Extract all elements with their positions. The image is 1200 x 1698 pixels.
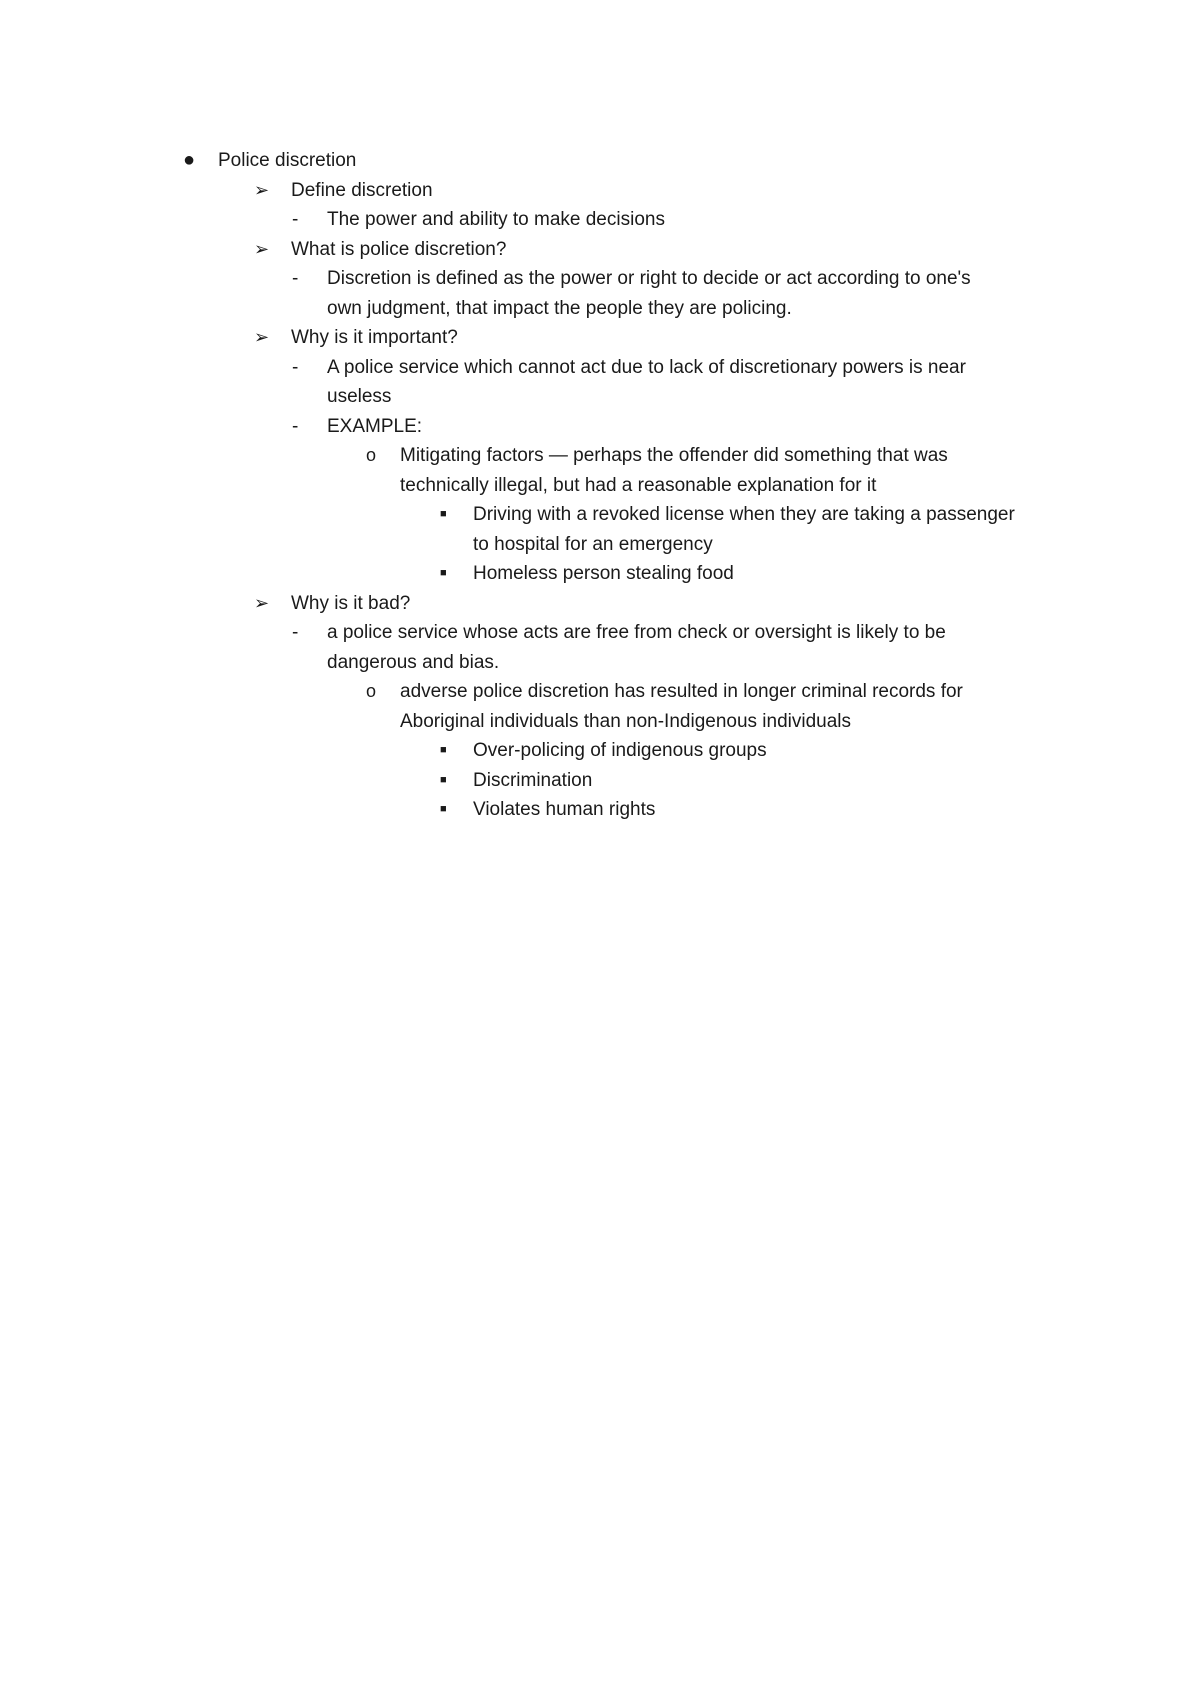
hollow-circle-bullet-icon: o <box>366 445 377 465</box>
dash-bullet-icon: - <box>292 268 299 289</box>
square-bullet-icon: ■ <box>440 744 447 756</box>
section-title-important: Why is it important? <box>291 327 458 348</box>
section-line: a police service whose acts are free from check or oversight is likely to be <box>327 622 946 643</box>
section-title-what: What is police discretion? <box>291 238 507 260</box>
arrow-bullet-icon: ➢ <box>254 592 270 613</box>
square-bullet-icon: ■ <box>440 803 447 815</box>
dash-bullet-icon: - <box>292 356 299 378</box>
arrow-bullet-icon: ➢ <box>254 327 270 347</box>
dash-bullet-icon: - <box>292 415 299 437</box>
section-line: own judgment, that impact the people they are policing. <box>327 297 792 319</box>
section-line: useless <box>327 386 392 407</box>
subsub-line: Driving with a revoked license when they are taking a passenger <box>473 504 1015 525</box>
subsub-line: Over-policing of indigenous groups <box>473 740 767 761</box>
heading-police-discretion: Police discretion <box>218 150 357 171</box>
square-bullet-icon: ■ <box>440 508 447 520</box>
section-line: EXAMPLE: <box>327 415 423 437</box>
bullet-icon: ● <box>183 149 196 171</box>
hollow-circle-bullet-icon: o <box>366 681 377 701</box>
arrow-bullet-icon: ➢ <box>254 179 270 200</box>
section-line: The power and ability to make decisions <box>327 209 665 230</box>
section-line: A police service which cannot act due to lack of discretionary powers is near <box>327 356 966 378</box>
subsub-line: Homeless person stealing food <box>473 563 734 584</box>
sub-line: technically illegal, but had a reasonable explanation for it <box>400 474 877 496</box>
arrow-bullet-icon: ➢ <box>254 238 270 259</box>
section-line: Discretion is defined as the power or right to decide or act according to one's <box>327 268 971 289</box>
section-title-bad: Why is it bad? <box>291 592 411 614</box>
subsub-line: Discrimination <box>473 769 593 791</box>
sub-line: Mitigating factors — perhaps the offender did something that was <box>400 445 948 466</box>
dash-bullet-icon: - <box>292 209 299 230</box>
section-line: dangerous and bias. <box>327 651 500 673</box>
sub-line: adverse police discretion has resulted in longer criminal records for <box>400 681 963 702</box>
subsub-line: to hospital for an emergency <box>473 533 713 555</box>
square-bullet-icon: ■ <box>440 567 447 579</box>
dash-bullet-icon: - <box>292 622 299 643</box>
subsub-line: Violates human rights <box>473 799 656 820</box>
section-title-define: Define discretion <box>291 179 433 201</box>
square-bullet-icon: ■ <box>440 773 447 786</box>
sub-line: Aboriginal individuals than non-Indigenous individuals <box>400 710 852 732</box>
